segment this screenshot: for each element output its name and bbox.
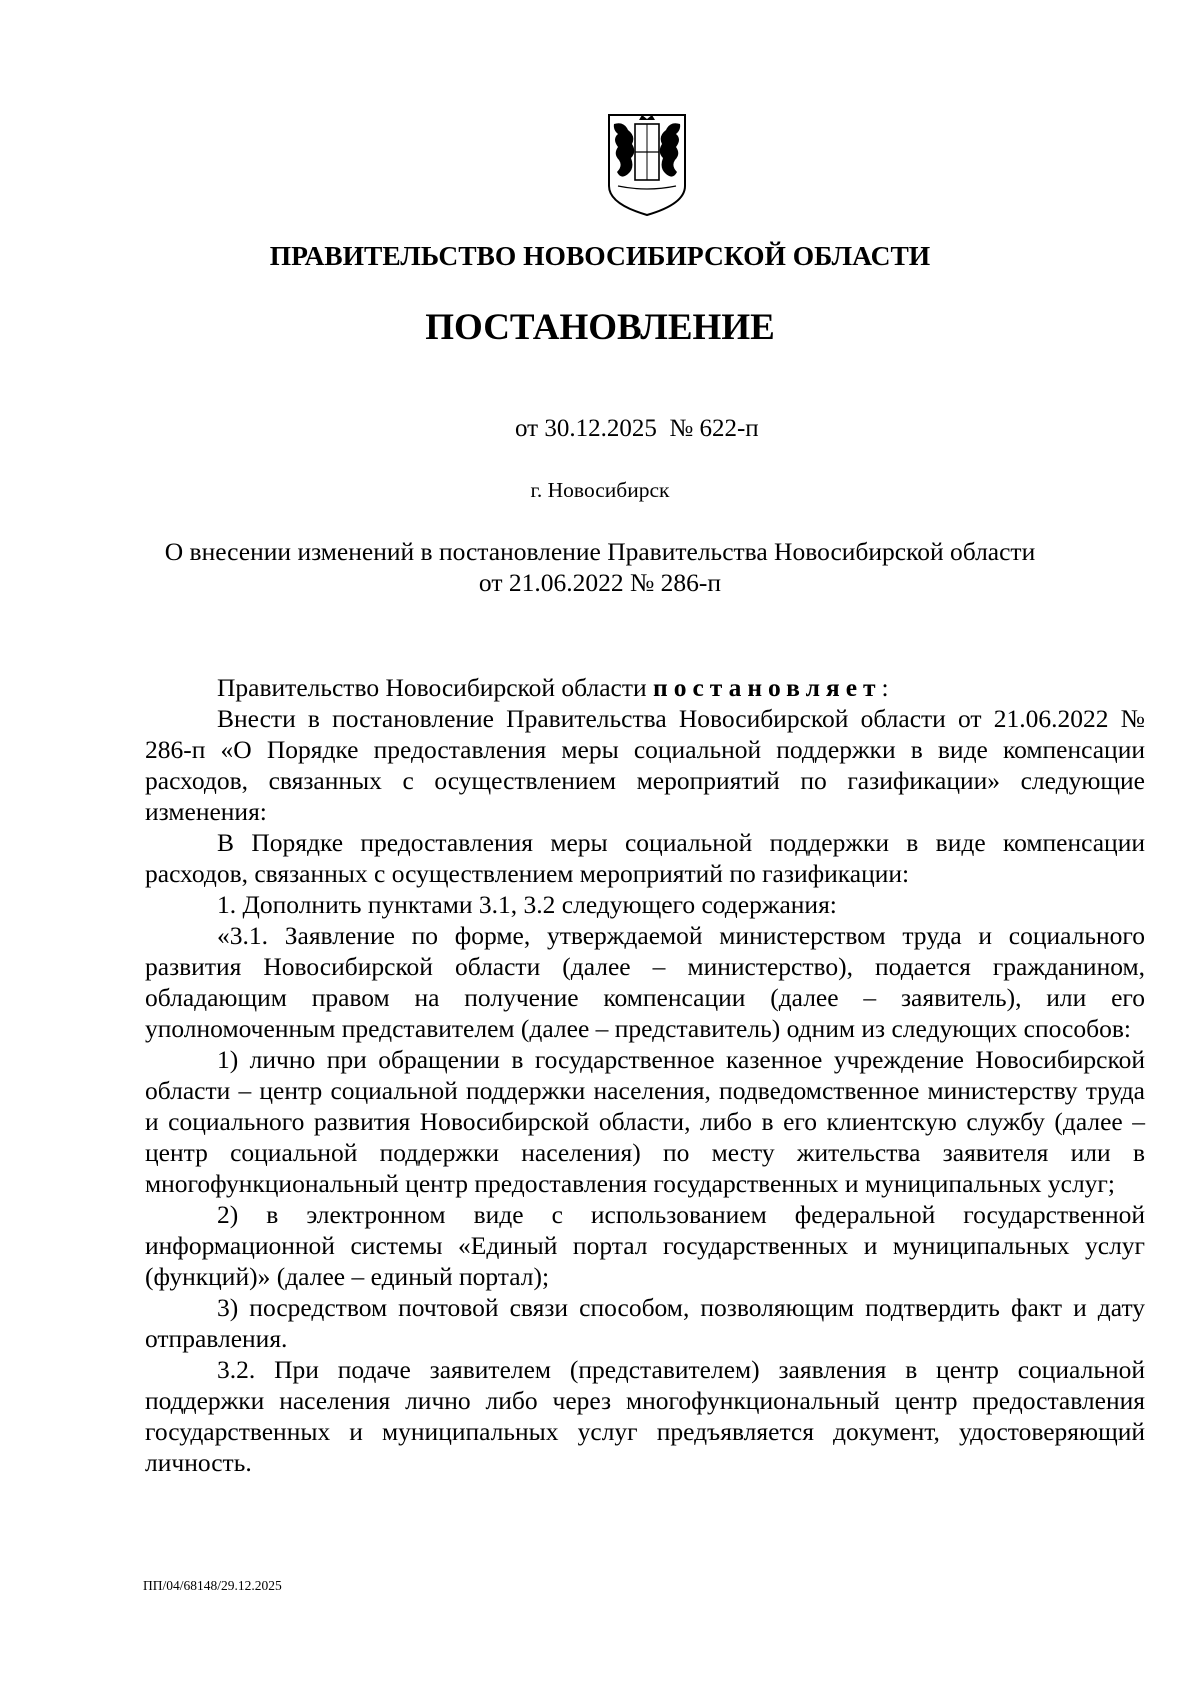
document-subject: [0, 536, 1200, 598]
paragraph-procedure: В Порядке предоставления меры социальной поддержки в виде компенсации расходов, связанных с осуществлением мероприятий по газификации:: [145, 828, 1145, 888]
paragraph-3-1: «3.1. Заявление по форме, утверждаемой министерством труда и социального развития Новосибирской области (далее – министерство), подается гражданином, обладающим правом на получение компенсации (далее – заявитель), или его уполномоченным представителем (далее – представитель) одним из следующих способов:: [145, 921, 1145, 1043]
resolution-intro-text: Правительство Новосибирской области: [217, 673, 653, 702]
resolution-intro: [145, 672, 1145, 703]
paragraph-3-2: 3.2. При подаче заявителем (представителем) заявления в центр социальной поддержки населения лично либо через многофункциональный центр предоставления государственных и муниципальных услуг предъявляется документ, удостоверяющий личность.: [145, 1355, 1145, 1477]
paragraph-method-3: 3) посредством почтовой связи способом, позволяющим подтвердить факт и дату отправления.: [145, 1293, 1145, 1353]
subject-line-2: от 21.06.2022 № 286-п: [478, 568, 722, 597]
resolution-keyword: постановляет: [653, 673, 882, 702]
paragraph-item-1: 1. Дополнить пунктами 3.1, 3.2 следующего содержания:: [217, 890, 837, 919]
organization-title: ПРАВИТЕЛЬСТВО НОВОСИБИРСКОЙ ОБЛАСТИ: [269, 240, 931, 271]
paragraph-method-2: 2) в электронном виде с использованием федеральной государственной информационной системы «Единый портал государственных и муниципальных услуг (функций)» (далее – единый портал);: [145, 1200, 1145, 1291]
footer-code: ПП/04/68148/29.12.2025: [143, 1578, 282, 1593]
subject-line-1: О внесении изменений в постановление Правительства Новосибирской области: [164, 537, 1036, 566]
coat-of-arms-icon: [606, 112, 688, 218]
date-number-line: от 30.12.2025 № 622-п: [515, 415, 759, 442]
city-line: г. Новосибирск: [530, 478, 670, 502]
paragraph-method-1: 1) лично при обращении в государственное казенное учреждение Новосибирской области – центр социальной поддержки населения, подведомственное министерству труда и социального развития Новосибирской области, либо в его клиентскую службу (далее – центр социальной поддержки населения) по месту жительства заявителя или в многофункциональный центр предоставления государственных и муниципальных услуг;: [145, 1045, 1145, 1198]
paragraph-amendment: Внести в постановление Правительства Новосибирской области от 21.06.2022 № 286-п «О Порядке предоставления меры социальной поддержки в виде компенсации расходов, связанных с осуществлением мероприятий по газификации» следующие изменения:: [145, 704, 1145, 826]
document-type: ПОСТАНОВЛЕНИЕ: [425, 307, 775, 348]
document-body: [145, 672, 1145, 1478]
resolution-intro-colon: :: [881, 673, 889, 702]
